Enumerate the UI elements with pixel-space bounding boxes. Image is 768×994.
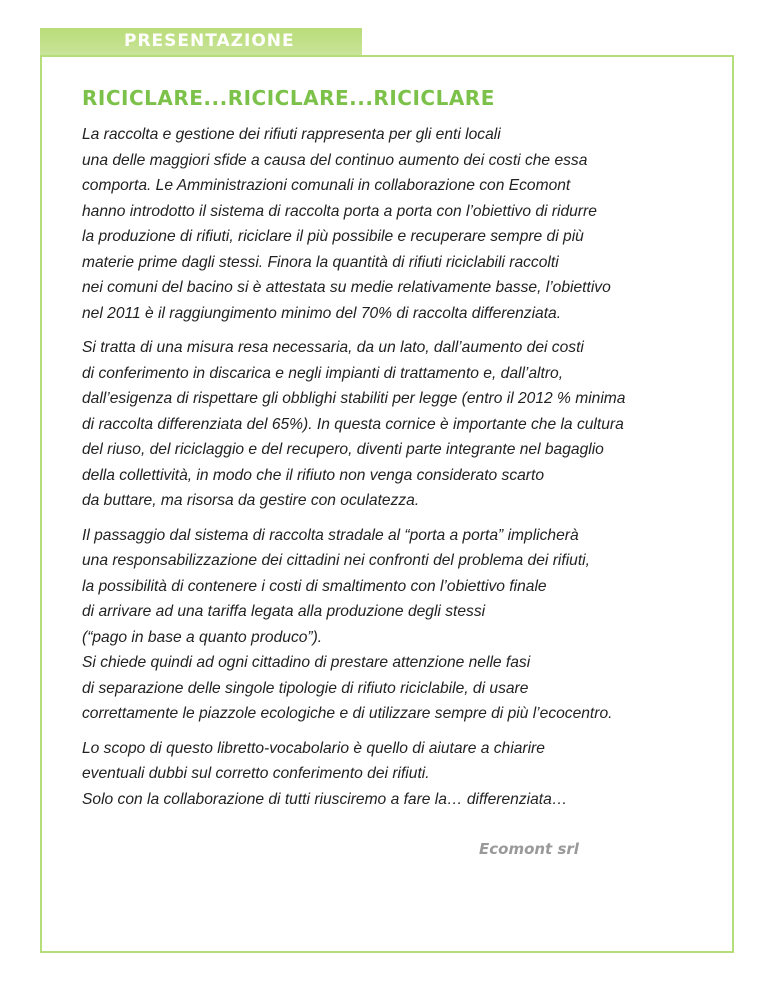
section-tab: [40, 28, 362, 55]
text-line: (“pago in base a quanto produco”).: [82, 628, 323, 646]
text-line: Il passaggio dal sistema di raccolta stradale al “porta a porta” implicherà: [82, 526, 579, 544]
text-line: del riuso, del riciclaggio e del recupero, diventi parte integrante nel bagaglio: [82, 441, 604, 458]
text-line: la produzione di rifiuti, riciclare il più possibile e recuperare sempre di più: [82, 228, 584, 245]
text-line: una delle maggiori sfide a causa del continuo aumento dei costi che essa: [82, 151, 588, 169]
text-line: una responsabilizzazione dei cittadini nei confronti del problema dei rifiuti,: [82, 552, 590, 569]
text-line: correttamente le piazzole ecologiche e di utilizzare sempre di più l’ecocentro.: [82, 705, 613, 722]
paragraph: [82, 736, 722, 813]
section-tab-label: PRESENTAZIONE: [124, 31, 295, 51]
text-line: della collettività, in modo che il rifiuto non venga considerato scarto: [82, 466, 545, 484]
text-line: hanno introdotto il sistema di raccolta porta a porta con l’obiettivo di ridurre: [82, 202, 597, 220]
text-line: di raccolta differenziata del 65%). In questa cornice è importante che la cultura: [82, 415, 624, 433]
text-line: La raccolta e gestione dei rifiuti rappresenta per gli enti locali: [82, 126, 501, 143]
text-line: nel 2011 è il raggiungimento minimo del 70% di raccolta differenziata.: [82, 304, 562, 322]
body-text: [82, 122, 722, 812]
text-line: comporta. Le Amministrazioni comunali in collaborazione con Ecomont: [82, 177, 571, 194]
text-line: la possibilità di contenere i costi di smaltimento con l’obiettivo finale: [82, 577, 547, 595]
paragraph: [82, 523, 722, 727]
paragraph: [82, 122, 722, 326]
text-line: Lo scopo di questo libretto-vocabolario è quello di aiutare a chiarire: [82, 739, 545, 757]
text-line: di arrivare ad una tariffa legata alla produzione degli stessi: [82, 603, 486, 620]
text-line: di conferimento in discarica e negli impianti di trattamento e, dall’altro,: [82, 364, 564, 382]
text-line: Si chiede quindi ad ogni cittadino di prestare attenzione nelle fasi: [82, 654, 531, 671]
text-line: dall’esigenza di rispettare gli obblighi stabiliti per legge (entro il 2012 % minima: [82, 390, 626, 407]
paragraph: [82, 335, 722, 514]
text-line: da buttare, ma risorsa da gestire con oculatezza.: [82, 492, 420, 509]
text-line: di separazione delle singole tipologie di rifiuto riciclabile, di usare: [82, 679, 529, 697]
text-line: Si tratta di una misura resa necessaria, da un lato, dall’aumento dei costi: [82, 339, 584, 356]
text-line: Solo con la collaborazione di tutti riusciremo a fare la… differenziata…: [82, 790, 568, 808]
page-title: RICICLARE...RICICLARE...RICICLARE: [82, 86, 495, 110]
text-line: materie prime dagli stessi. Finora la quantità di rifiuti riciclabili raccolti: [82, 253, 559, 271]
signature: Ecomont srl: [479, 840, 579, 858]
text-line: eventuali dubbi sul corretto conferimento dei rifiuti.: [82, 765, 430, 782]
text-line: nei comuni del bacino si è attestata su medie relativamente basse, l’obiettivo: [82, 279, 611, 296]
